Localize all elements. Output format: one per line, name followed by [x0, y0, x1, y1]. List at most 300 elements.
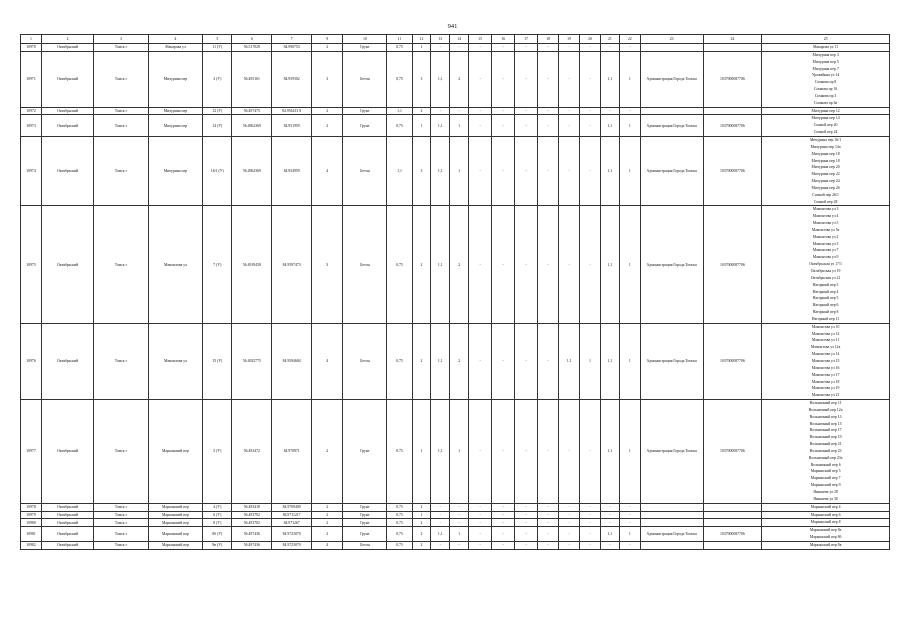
address-line: Нагорный пер 6 — [812, 303, 839, 308]
table-row — [21, 541, 890, 549]
table-cell: 56.4962369 — [232, 115, 272, 137]
table-cell: 5 (У) — [203, 400, 232, 504]
table-cell: - — [515, 400, 538, 504]
table-cell: - — [538, 519, 559, 527]
table-cell: 56.4919458 — [232, 206, 272, 323]
table-cell: 0,75 — [387, 511, 412, 519]
table-cell: - — [492, 511, 515, 519]
address-line: Сомкой пер 26/1 — [812, 192, 839, 197]
column-number-header: 19 — [559, 35, 580, 44]
table-cell: 1 — [619, 136, 640, 205]
table-cell — [703, 541, 762, 549]
table-row — [21, 51, 890, 107]
table-cell: - — [431, 519, 450, 527]
table-cell: - — [559, 136, 580, 205]
table-cell: Октябрьский — [41, 541, 93, 549]
column-number-header: 17 — [515, 35, 538, 44]
table-cell: - — [580, 511, 601, 519]
table-cell: 1,1 — [600, 51, 619, 107]
table-cell: - — [492, 400, 515, 504]
table-cell: 56.493472 — [232, 400, 272, 504]
address-line: Мичурина пер 20 — [811, 165, 840, 170]
address-line: Мамонтова ул 11 — [811, 338, 840, 343]
table-cell: 11 (У) — [203, 44, 232, 52]
column-number-header: 3 — [94, 35, 148, 44]
column-number-header: 21 — [600, 35, 619, 44]
table-cell: 84.959302 — [272, 51, 312, 107]
table-cell: 10980 — [21, 519, 42, 527]
table-cell: - — [492, 323, 515, 399]
table-cell: - — [469, 527, 492, 542]
address-line: Мамонтова ул 21 — [811, 393, 840, 398]
table-cell: 2 — [450, 51, 469, 107]
address-line: Октябрьская ул 19 — [810, 269, 841, 273]
column-number-header: 20 — [580, 35, 601, 44]
table-cell: Октябрьский — [41, 527, 93, 542]
table-cell: 1 — [412, 44, 431, 52]
address-line: Макарова ул 11 — [813, 45, 839, 49]
table-row — [21, 206, 890, 323]
table-cell: - — [450, 503, 469, 511]
table-cell: Октябрьский — [41, 115, 93, 137]
table-cell: 2 — [412, 206, 431, 323]
address-line: Мичурина пер 18 — [811, 151, 840, 156]
table-cell: - — [515, 511, 538, 519]
table-cell — [703, 44, 762, 52]
table-cell: Томск г — [94, 107, 148, 115]
table-cell: 56.493792 — [232, 511, 272, 519]
table-cell: Бетон — [343, 51, 387, 107]
table-cell: 2 — [450, 206, 469, 323]
table-cell: - — [619, 503, 640, 511]
table-cell: 10974 — [21, 136, 42, 205]
table-cell: Грунт — [343, 400, 387, 504]
table-cell — [640, 503, 703, 511]
table-cell: 1 — [619, 527, 640, 542]
table-row — [21, 511, 890, 519]
table-cell: Октябрьский — [41, 107, 93, 115]
address-list-cell — [762, 400, 890, 504]
address-line: Сомкой пер 24 — [813, 130, 838, 135]
table-cell: - — [580, 527, 601, 542]
address-line: Октябрьская ул 17/1 — [809, 262, 842, 267]
table-cell: - — [538, 511, 559, 519]
table-cell: 56.497436 — [232, 541, 272, 549]
table-cell: 1,1 — [600, 136, 619, 205]
address-line: Нагорный пер 11 — [811, 316, 840, 321]
table-cell: - — [538, 541, 559, 549]
table-cell: Администрация Города Томска — [640, 136, 703, 205]
address-list-cell — [762, 115, 890, 137]
table-cell: - — [450, 511, 469, 519]
table-cell: 10972 — [21, 107, 42, 115]
table-cell: Администрация Города Томска — [640, 51, 703, 107]
table-cell: - — [515, 503, 538, 511]
table-cell: 56.497436 — [232, 527, 272, 542]
table-cell: 1,1 — [600, 527, 619, 542]
table-cell — [703, 503, 762, 511]
address-line: Сомкова пр 16 — [813, 87, 838, 92]
table-cell: Марьинский пер — [148, 511, 202, 519]
address-line: Мамонтова ул 5а — [811, 227, 840, 232]
table-cell: 3 (У) — [203, 51, 232, 107]
address-line: Марьинский пер 9 — [810, 483, 841, 488]
table-cell: 1037000087706 — [703, 206, 762, 323]
table-cell: - — [538, 107, 559, 115]
table-cell: - — [431, 107, 450, 115]
table-cell: 1037000087706 — [703, 51, 762, 107]
table-cell: 56.4925775 — [232, 323, 272, 399]
table-cell: - — [580, 136, 601, 205]
table-cell: 2 — [312, 115, 343, 137]
table-row — [21, 107, 890, 115]
table-cell: 0,75 — [387, 519, 412, 527]
address-line: Мичурина пер 5 — [812, 59, 839, 64]
table-cell: 1 — [619, 400, 640, 504]
table-cell: - — [538, 527, 559, 542]
table-cell: - — [619, 541, 640, 549]
table-cell: 1,1 — [387, 107, 412, 115]
address-line: Мамонтова ул 5 — [812, 221, 839, 226]
table-cell: Администрация Города Томска — [640, 400, 703, 504]
table-cell: - — [538, 323, 559, 399]
table-cell: - — [469, 136, 492, 205]
address-line: Сомкова пр 6а — [814, 100, 838, 105]
table-cell: Марьинский пер — [148, 400, 202, 504]
address-line: Марьинский пер 8в — [809, 542, 842, 547]
table-row — [21, 503, 890, 511]
table-cell: - — [559, 206, 580, 323]
table-cell: 84.9711217 — [272, 511, 312, 519]
table-cell: 4 — [312, 541, 343, 549]
table-cell: - — [469, 541, 492, 549]
address-list-cell — [762, 107, 890, 115]
table-cell: - — [431, 44, 450, 52]
table-cell: 2 — [412, 107, 431, 115]
table-cell: Администрация Города Томска — [640, 527, 703, 542]
column-number-header: 12 — [412, 35, 431, 44]
table-cell: Томск г — [94, 51, 148, 107]
table-cell: Мичурина пер — [148, 115, 202, 137]
table-cell: Октябрьский — [41, 51, 93, 107]
address-line: Янышева ул 30 — [813, 496, 838, 501]
table-cell: - — [515, 519, 538, 527]
address-line: Янышева ул 28 — [813, 490, 838, 494]
table-cell: 6 (У) — [203, 511, 232, 519]
table-cell: - — [580, 107, 601, 115]
table-cell: 2 — [312, 527, 343, 542]
address-line: Мамонтова ул 9 — [812, 255, 839, 260]
address-line: Вольничный пер 23а — [808, 455, 843, 460]
address-line: Мамонтова ул 3 — [812, 241, 839, 246]
table-cell: 1 — [619, 323, 640, 399]
table-cell: Томск г — [94, 541, 148, 549]
table-cell: 84.990753 — [272, 44, 312, 52]
table-cell: 14 (У) — [203, 115, 232, 137]
table-cell: 0,75 — [387, 206, 412, 323]
table-cell: - — [559, 44, 580, 52]
table-cell: 1,1 — [600, 323, 619, 399]
table-cell: 2 — [312, 519, 343, 527]
table-cell: - — [492, 44, 515, 52]
table-cell: 0,75 — [387, 115, 412, 137]
table-cell — [640, 107, 703, 115]
table-cell: - — [515, 51, 538, 107]
table-cell: 1 — [412, 511, 431, 519]
address-line: Марьинский пер 8б — [809, 535, 842, 540]
address-line: Мичурина пер 26 — [811, 185, 840, 190]
table-cell: - — [619, 107, 640, 115]
address-line: Мичурина пер 18 — [811, 158, 840, 163]
table-cell: - — [450, 541, 469, 549]
table-cell: 7 (У) — [203, 206, 232, 323]
registry-table — [20, 34, 890, 550]
table-cell: 84.971267 — [272, 519, 312, 527]
table-cell: Томск г — [94, 511, 148, 519]
table-cell: - — [580, 519, 601, 527]
table-cell: - — [538, 206, 559, 323]
table-cell: 1 — [450, 400, 469, 504]
table-cell: Октябрьский — [41, 400, 93, 504]
table-cell: 2 — [312, 400, 343, 504]
address-line: Марьинский пер 6 — [810, 512, 841, 517]
table-cell: 1,1 — [431, 527, 450, 542]
table-cell: 4 — [312, 323, 343, 399]
table-cell: - — [538, 136, 559, 205]
table-cell: Октябрьский — [41, 136, 93, 205]
address-list-cell — [762, 51, 890, 107]
address-list-cell — [762, 541, 890, 549]
table-cell: 10978 — [21, 503, 42, 511]
table-cell: - — [580, 206, 601, 323]
table-cell: - — [619, 519, 640, 527]
table-cell: Марьинский пер — [148, 541, 202, 549]
table-cell: Томск г — [94, 323, 148, 399]
table-cell: Томск г — [94, 115, 148, 137]
table-cell: - — [580, 400, 601, 504]
address-line: Мамонтова ул 7 — [812, 248, 839, 253]
table-cell: - — [600, 503, 619, 511]
address-line: Мичурина пер 7 — [812, 66, 839, 71]
table-cell: - — [600, 541, 619, 549]
table-cell: 1037000087706 — [703, 115, 762, 137]
table-cell: - — [580, 51, 601, 107]
address-line: Вольничный пер 17 — [809, 428, 842, 433]
table-cell: 16/1 (У) — [203, 136, 232, 205]
address-list-cell — [762, 511, 890, 519]
table-cell: - — [431, 541, 450, 549]
column-number-header: 9 — [312, 35, 343, 44]
table-cell: - — [580, 541, 601, 549]
table-cell: - — [538, 44, 559, 52]
table-cell: 84.9709409 — [272, 503, 312, 511]
table-cell: Октябрьский — [41, 206, 93, 323]
address-line: Мамонтова ул 12а — [810, 345, 841, 350]
address-line: Мичурина пер 16/1 — [810, 137, 842, 142]
table-cell: - — [515, 541, 538, 549]
table-cell: - — [431, 503, 450, 511]
table-cell: 84.954959 — [272, 136, 312, 205]
table-row — [21, 115, 890, 137]
column-number-header: 13 — [431, 35, 450, 44]
table-cell: Грунт — [343, 527, 387, 542]
address-list-cell — [762, 206, 890, 323]
table-cell: - — [469, 51, 492, 107]
table-cell: Администрация Города Томска — [640, 206, 703, 323]
table-cell: - — [492, 51, 515, 107]
address-line: Нагорный пер 4 — [812, 289, 839, 294]
address-list-cell — [762, 527, 890, 542]
address-line: Октябрьская ул 21 — [810, 275, 841, 280]
table-cell: - — [538, 400, 559, 504]
table-cell: 3 — [412, 136, 431, 205]
table-cell: 1 — [450, 115, 469, 137]
address-line: Мичурина пер 24 — [811, 179, 840, 184]
table-cell: - — [450, 44, 469, 52]
table-cell: - — [600, 519, 619, 527]
table-cell: - — [619, 44, 640, 52]
address-line: Сомкой пер 20 — [813, 123, 838, 128]
table-cell: Мичурина пер — [148, 136, 202, 205]
table-cell: 1,1 — [431, 323, 450, 399]
table-cell: Томск г — [94, 519, 148, 527]
table-cell: 10973 — [21, 115, 42, 137]
table-cell: 10975 — [21, 206, 42, 323]
table-cell: 0,75 — [387, 503, 412, 511]
column-number-header: 11 — [387, 35, 412, 44]
address-list-cell — [762, 503, 890, 511]
table-cell: 0,75 — [387, 400, 412, 504]
table-cell: 84.9597473 — [272, 206, 312, 323]
address-line: Марьинский пер 5 — [810, 469, 841, 474]
table-cell: Бетон — [343, 136, 387, 205]
address-line: Урожайная ул 14 — [812, 73, 840, 78]
table-cell: - — [515, 115, 538, 137]
table-cell: 2 — [450, 323, 469, 399]
table-cell: Октябрьский — [41, 503, 93, 511]
table-cell: 12 (У) — [203, 107, 232, 115]
table-cell: - — [492, 136, 515, 205]
table-row — [21, 527, 890, 542]
table-cell: 2 — [312, 107, 343, 115]
address-line: Мамонтова ул 14 — [811, 352, 840, 357]
table-cell: - — [559, 527, 580, 542]
column-number-header: 25 — [762, 35, 890, 44]
table-cell: - — [492, 519, 515, 527]
address-line: Мамонтова ул 12 — [811, 331, 840, 336]
table-cell: Грунт — [343, 503, 387, 511]
table-cell: - — [515, 323, 538, 399]
table-cell: 2 — [312, 511, 343, 519]
table-cell: Марьинский пер — [148, 503, 202, 511]
address-list-cell — [762, 519, 890, 527]
address-line: Мамонтова ул 4 — [812, 214, 839, 219]
table-cell: 2 — [312, 44, 343, 52]
table-cell: - — [580, 44, 601, 52]
address-line: Вольничный пер 15 — [809, 421, 842, 426]
table-cell: Макарова ул — [148, 44, 202, 52]
table-cell: - — [559, 519, 580, 527]
table-cell: Бетон — [343, 541, 387, 549]
table-cell: - — [515, 527, 538, 542]
table-cell: - — [469, 400, 492, 504]
address-line: Нагорный пер 5 — [812, 296, 839, 301]
table-cell: - — [469, 323, 492, 399]
table-cell: Октябрьский — [41, 44, 93, 52]
column-number-header: 23 — [640, 35, 703, 44]
table-cell — [640, 511, 703, 519]
table-cell: - — [600, 511, 619, 519]
table-cell: - — [492, 503, 515, 511]
table-cell: - — [469, 44, 492, 52]
table-cell: 0,75 — [387, 44, 412, 52]
table-cell: 15 (У) — [203, 323, 232, 399]
address-line: Вольничный пер 6 — [810, 462, 841, 467]
table-cell — [703, 519, 762, 527]
table-cell: Мичурина пер — [148, 51, 202, 107]
table-cell: Томск г — [94, 44, 148, 52]
table-cell: 84.9594684 — [272, 323, 312, 399]
address-line: Нагорный пер 3 — [812, 282, 839, 287]
column-number-header: 15 — [469, 35, 492, 44]
table-cell: Мамонтова ул — [148, 323, 202, 399]
table-cell — [703, 107, 762, 115]
table-cell: 10977 — [21, 400, 42, 504]
table-cell: - — [469, 519, 492, 527]
table-cell: - — [559, 107, 580, 115]
table-cell: Томск г — [94, 136, 148, 205]
address-line: Вольничный пер 23 — [809, 448, 842, 453]
address-line: Марьинский пер 7 — [810, 476, 841, 481]
table-cell: 1 — [619, 206, 640, 323]
table-cell: - — [469, 107, 492, 115]
table-cell: Томск г — [94, 503, 148, 511]
table-cell — [640, 44, 703, 52]
table-cell: Мичурина пер — [148, 107, 202, 115]
table-row — [21, 44, 890, 52]
table-cell: 2 — [412, 527, 431, 542]
table-cell: 1037000087706 — [703, 527, 762, 542]
table-cell: 0,75 — [387, 51, 412, 107]
table-cell: 84.9723070 — [272, 527, 312, 542]
table-cell: 8 (У) — [203, 519, 232, 527]
table-cell: 10981 — [21, 527, 42, 542]
table-cell: 1 — [619, 51, 640, 107]
table-cell: 84.9723070 — [272, 541, 312, 549]
table-cell: - — [559, 541, 580, 549]
table-cell: 1,1 — [600, 400, 619, 504]
address-line: Вольничный пер 21 — [809, 442, 842, 447]
address-line: Мамонтова ул 18 — [811, 379, 840, 384]
table-cell: Октябрьский — [41, 323, 93, 399]
table-cell: 56.493702 — [232, 519, 272, 527]
table-cell: 0,75 — [387, 323, 412, 399]
table-cell — [703, 511, 762, 519]
table-cell: - — [538, 503, 559, 511]
table-cell: 10970 — [21, 44, 42, 52]
table-cell: - — [538, 115, 559, 137]
table-cell: 56.497475 — [232, 107, 272, 115]
table-cell: 8в (У) — [203, 541, 232, 549]
table-cell: - — [469, 115, 492, 137]
table-cell: - — [619, 511, 640, 519]
table-cell: Октябрьский — [41, 511, 93, 519]
table-cell: Грунт — [343, 107, 387, 115]
address-list-cell — [762, 136, 890, 205]
table-cell: 1,1 — [431, 206, 450, 323]
table-cell: Мамонтова ул — [148, 206, 202, 323]
column-number-header: 2 — [41, 35, 93, 44]
